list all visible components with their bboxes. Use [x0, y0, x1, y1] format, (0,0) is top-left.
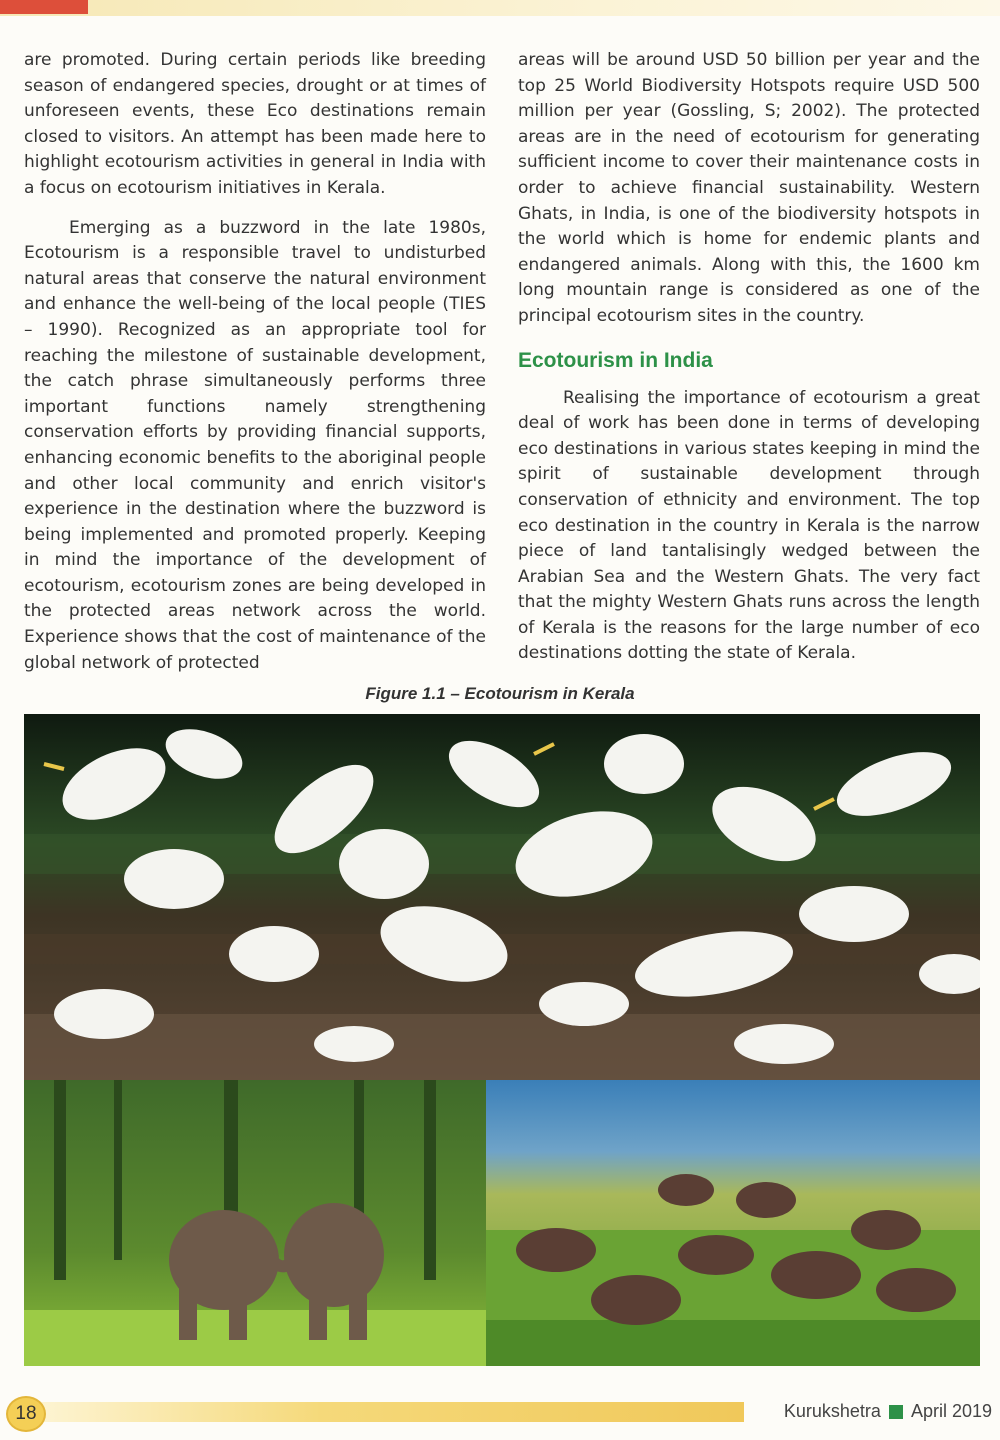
separator-square-icon [889, 1405, 903, 1419]
egrets-photo [24, 714, 980, 1080]
nilgiri-tahr-photo [486, 1080, 980, 1366]
issue-date: April 2019 [910, 1401, 992, 1421]
top-accent-block [0, 0, 88, 14]
page-number: 18 [6, 1396, 46, 1432]
right-paragraph-1: areas will be around USD 50 billion per year and the top 25 World Biodiversity Hotspots require USD 500 million per year (Gossling, S; 2002). The protected areas are in the need of ecotourism for generating sufficient income to cover their maintenance costs in order to achieve financial sustainability. Western Ghats, in India, is one of the biodiversity hotspots in the world which is home for endemic plants and endangered animals. Along with this, the 1600 km long mountain range is considered as one of the principal ecotourism sites in the country. [518, 50, 980, 326]
section-heading: Ecotourism in India [518, 348, 713, 372]
footer-publication [784, 1401, 992, 1422]
left-column [24, 48, 486, 676]
left-paragraph-2: Emerging as a buzzword in the late 1980s, Ecotourism is a responsible travel to undisturbed natural areas that conserve the natural environment and enhance the well-being of the local people (TIES – 1990). Recognized as an appropriate tool for reaching the milestone of sustainable development, the catch phrase simultaneously performs three important functions namely strengthening conservation efforts by providing financial supports, enhancing economic benefits to the aboriginal people and other local community and enrich visitor's experience in the destination where the buzzword is being implemented and promoted properly. Keeping in mind the importance of the development of ecotourism, ecotourism zones are being developed in the protected areas network across the world. Experience shows that the cost of maintenance of the global network of protected [24, 217, 486, 673]
figure-caption: Figure 1.1 – Ecotourism in Kerala [365, 684, 635, 703]
magazine-name: Kurukshetra [783, 1401, 881, 1421]
top-decorative-stripe [0, 0, 1000, 16]
right-column [518, 48, 980, 667]
right-paragraph-2: Realising the importance of ecotourism a great deal of work has been done in terms of developing eco destinations in various states keeping in mind the spirit of sustainable development through conservation of ethnicity and environment. The top eco destination in the country in Kerala is the narrow piece of land tantalisingly wedged between the Arabian Sea and the Western Ghats. The very fact that the mighty Western Ghats runs across the length of Kerala is the reasons for the large number of eco destinations dotting the state of Kerala. [518, 387, 980, 664]
elephants-photo [24, 1080, 486, 1366]
footer-bar [40, 1402, 744, 1422]
left-paragraph-1: are promoted. During certain periods like breeding season of endangered species, drought or at times of unforeseen events, these Eco destinations remain closed to visitors. An attempt has been made here to highlight ecotourism activities in general in India with a focus on ecotourism initiatives in Kerala. [24, 50, 486, 198]
